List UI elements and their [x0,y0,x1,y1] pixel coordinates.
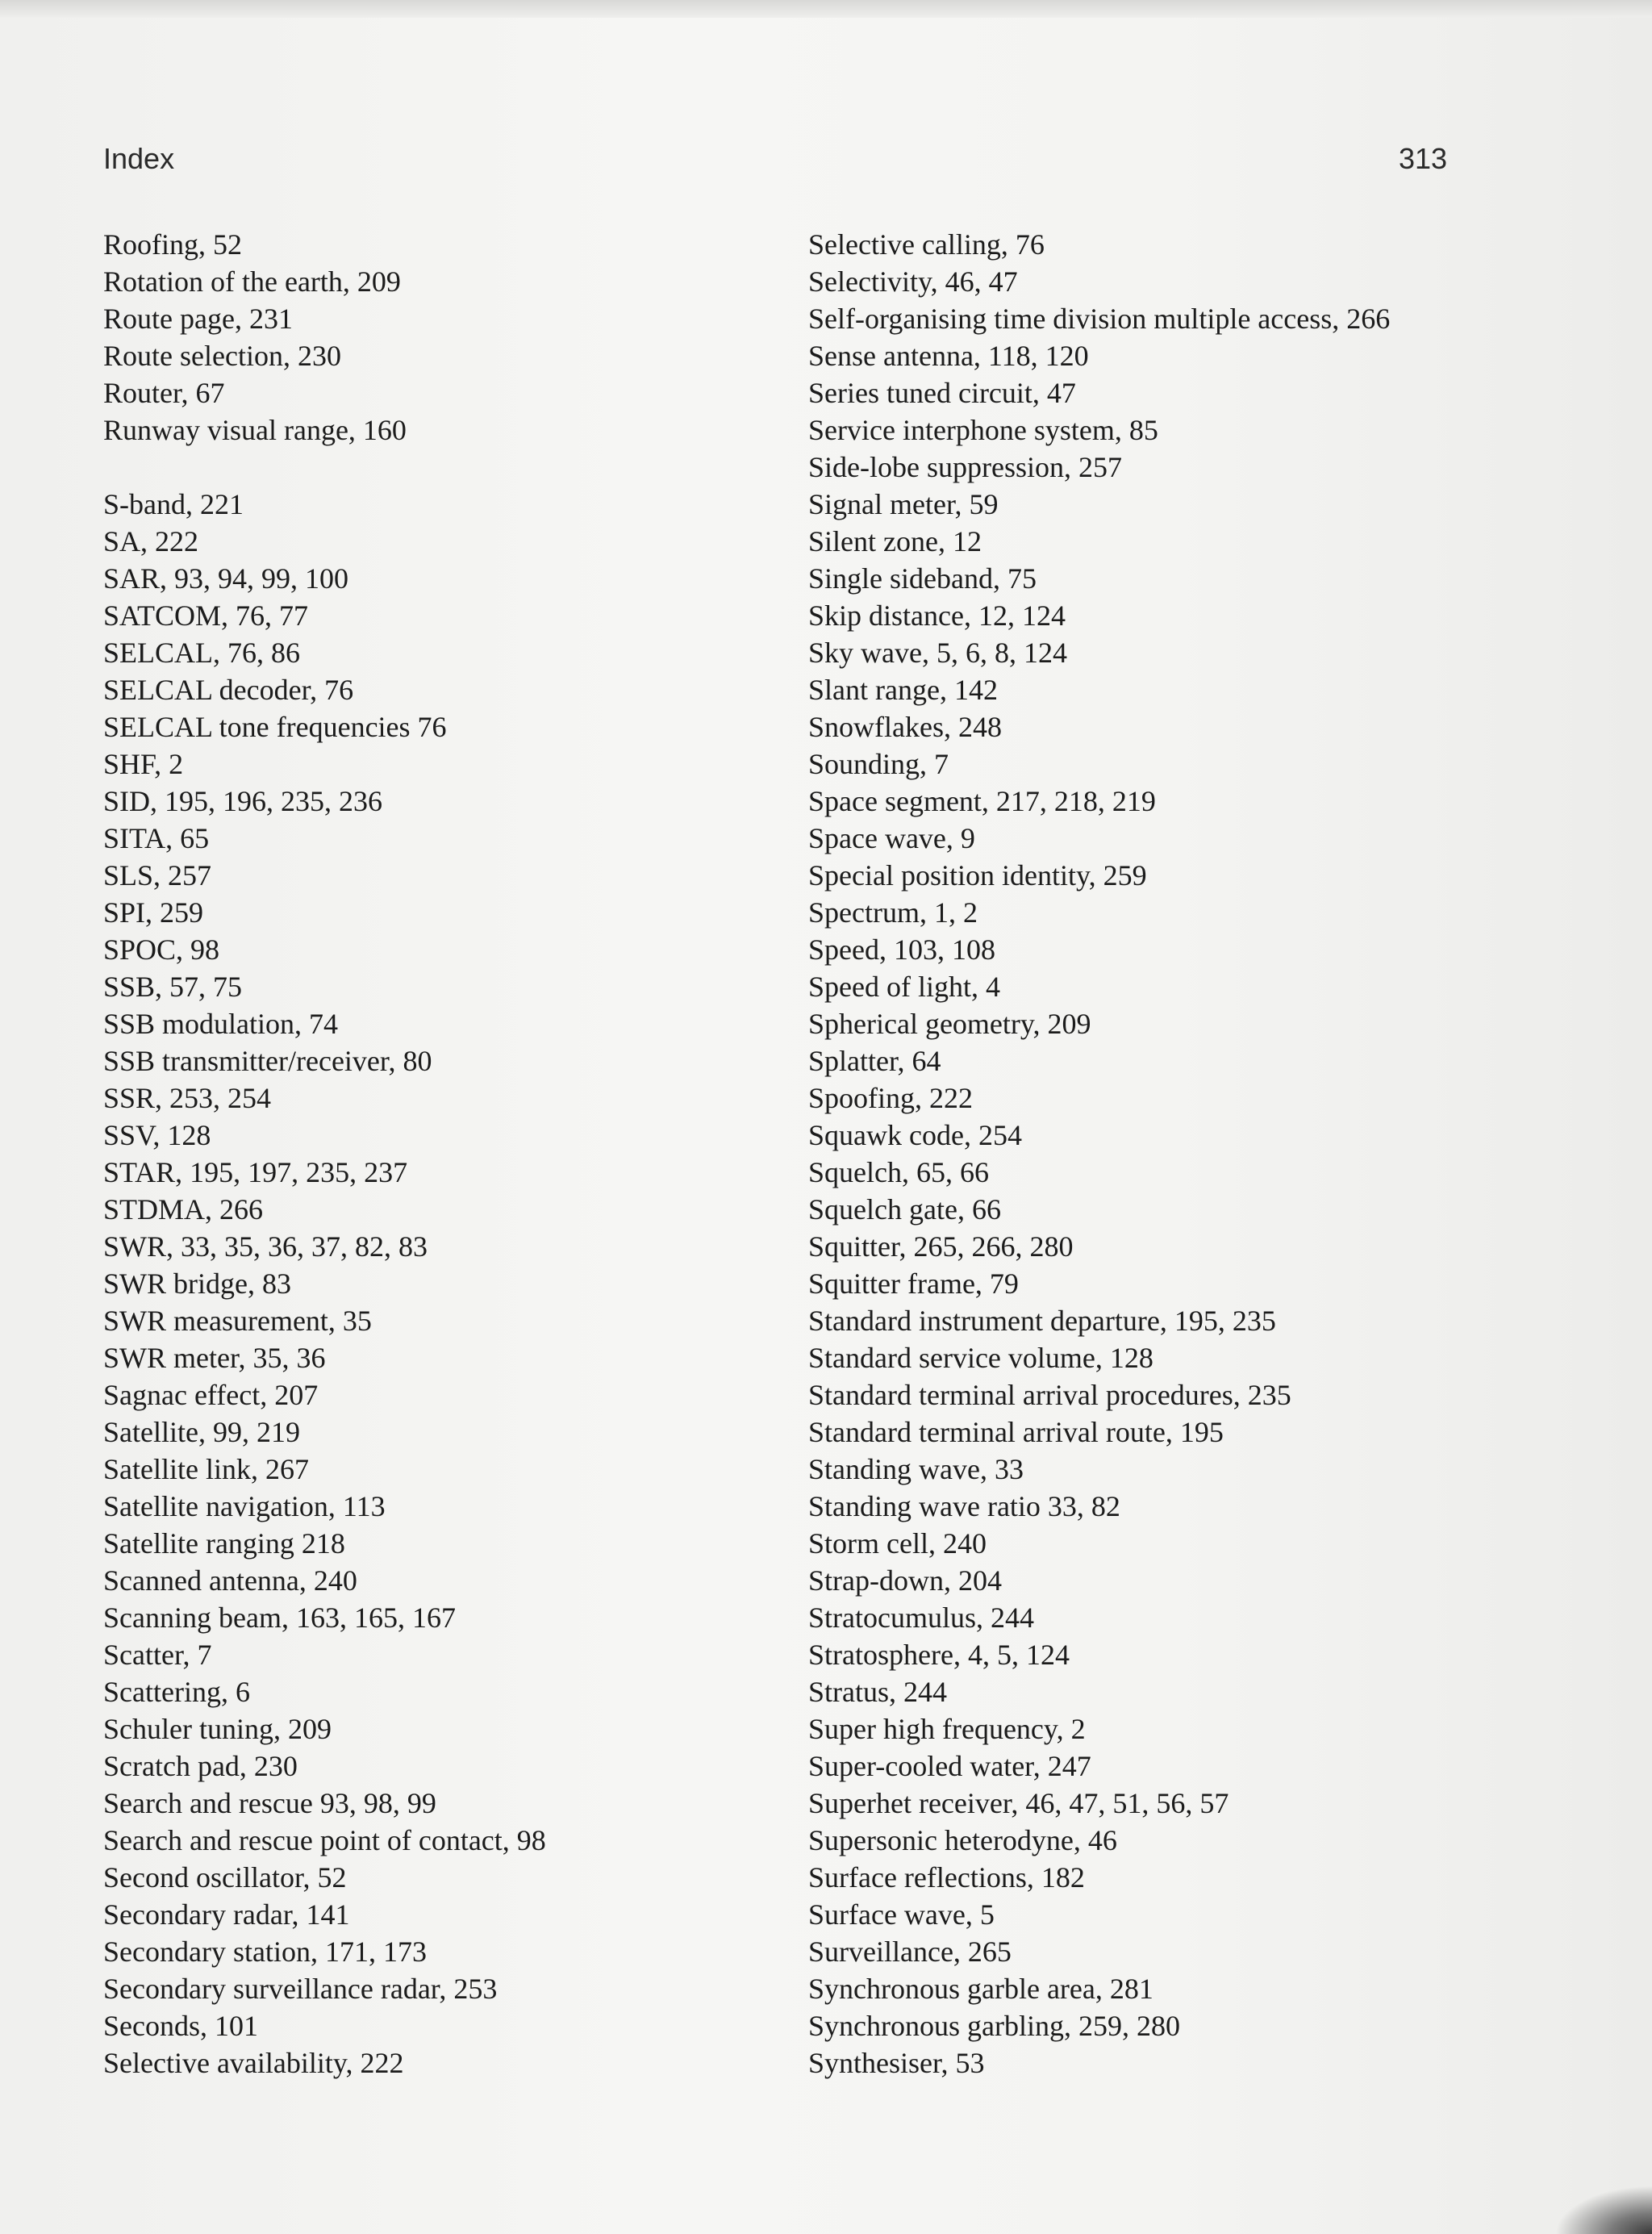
index-entry: Squitter, 265, 266, 280 [808,1230,1074,1263]
index-entry: Sense antenna, 118, 120 [808,340,1089,372]
index-entry: Silent zone, 12 [808,525,982,557]
index-entry: SELCAL tone frequencies 76 [103,711,447,743]
index-entry: Satellite, 99, 219 [103,1416,300,1448]
index-entry: Sounding, 7 [808,748,949,780]
index-entry: Synthesiser, 53 [808,2047,985,2079]
index-entry: SWR bridge, 83 [103,1267,291,1300]
index-entry: SID, 195, 196, 235, 236 [103,785,383,817]
index-entry: Synchronous garble area, 281 [808,1973,1153,2005]
index-entry: Rotation of the earth, 209 [103,265,401,298]
index-entry: Route selection, 230 [103,340,341,372]
index-entry: Seconds, 101 [103,2010,258,2042]
index-entry: Sky wave, 5, 6, 8, 124 [808,637,1067,669]
index-entry: Selectivity, 46, 47 [808,265,1018,298]
index-entry: Surface wave, 5 [808,1898,995,1931]
index-entry: Speed of light, 4 [808,971,1000,1003]
index-entry: Satellite navigation, 113 [103,1490,386,1522]
index-column-right [808,226,1615,2082]
index-entry: Roofing, 52 [103,228,243,261]
index-entry: Search and rescue point of contact, 98 [103,1824,546,1856]
index-entry: Satellite link, 267 [103,1453,309,1485]
index-entry: SSV, 128 [103,1119,211,1151]
index-entry: Secondary surveillance radar, 253 [103,1973,498,2005]
index-entry: SHF, 2 [103,748,184,780]
index-entry: Schuler tuning, 209 [103,1713,332,1745]
index-entry: Spherical geometry, 209 [808,1008,1091,1040]
index-entry: SATCOM, 76, 77 [103,599,309,632]
index-entry: Self-organising time division multiple access, 266 [808,303,1391,335]
index-entry: Standard terminal arrival procedures, 235 [808,1379,1291,1411]
index-entry: Side-lobe suppression, 257 [808,451,1122,483]
index-entry: Satellite ranging 218 [103,1527,345,1560]
index-entry: Super-cooled water, 247 [808,1750,1091,1782]
index-entry: Squitter frame, 79 [808,1267,1019,1300]
index-entry: Squelch, 65, 66 [808,1156,989,1188]
index-entry: STDMA, 266 [103,1193,264,1226]
index-entry: SELCAL decoder, 76 [103,674,354,706]
index-entry: SWR, 33, 35, 36, 37, 82, 83 [103,1230,428,1263]
index-entry: Super high frequency, 2 [808,1713,1086,1745]
index-entry: Stratosphere, 4, 5, 124 [808,1639,1070,1671]
index-entry: Scanned antenna, 240 [103,1564,357,1597]
index-entry: SPI, 259 [103,896,204,929]
index-entry: Surveillance, 265 [808,1935,1012,1968]
index-entry: Squawk code, 254 [808,1119,1022,1151]
index-entry: Sagnac effect, 207 [103,1379,319,1411]
index-entry: Runway visual range, 160 [103,414,407,446]
index-entry: Scattering, 6 [103,1676,250,1708]
index-entry: SWR measurement, 35 [103,1305,372,1337]
index-entry: SLS, 257 [103,859,212,892]
index-entry: Special position identity, 259 [808,859,1147,892]
index-entry: Synchronous garbling, 259, 280 [808,2010,1180,2042]
page-corner-shadow [1555,2186,1652,2234]
index-entry: SITA, 65 [103,822,210,854]
index-entry: Squelch gate, 66 [808,1193,1001,1226]
index-entry: Series tuned circuit, 47 [808,377,1076,409]
index-entry: Scatter, 7 [103,1639,212,1671]
index-entry: SA, 222 [103,525,199,557]
page-number: 313 [1399,142,1448,175]
index-entry: SAR, 93, 94, 99, 100 [103,562,349,595]
index-entry: Supersonic heterodyne, 46 [808,1824,1117,1856]
index-entry: Stratus, 244 [808,1676,948,1708]
index-entry: Storm cell, 240 [808,1527,987,1560]
index-entry: SSB modulation, 74 [103,1008,339,1040]
index-entry: Superhet receiver, 46, 47, 51, 56, 57 [808,1787,1229,1819]
page-top-edge [0,0,1652,18]
index-entry: Standing wave, 33 [808,1453,1024,1485]
index-entry: Speed, 103, 108 [808,933,995,966]
index-entry: Standard service volume, 128 [808,1342,1153,1374]
index-entry: Scratch pad, 230 [103,1750,298,1782]
index-entry: Surface reflections, 182 [808,1861,1085,1894]
index-entry: Selective availability, 222 [103,2047,404,2079]
index-entry: SWR meter, 35, 36 [103,1342,326,1374]
index-entry: SELCAL, 76, 86 [103,637,301,669]
index-entry: Router, 67 [103,377,225,409]
index-entry: Space segment, 217, 218, 219 [808,785,1156,817]
index-entry: STAR, 195, 197, 235, 237 [103,1156,408,1188]
running-header-title: Index [103,142,175,175]
index-entry: Single sideband, 75 [808,562,1037,595]
index-entry: Signal meter, 59 [808,488,999,520]
index-entry: Standard instrument departure, 195, 235 [808,1305,1276,1337]
index-entry: Strap-down, 204 [808,1564,1002,1597]
index-entry: Scanning beam, 163, 165, 167 [103,1601,456,1634]
index-entry: Slant range, 142 [808,674,998,706]
index-column-left [103,226,797,2082]
index-entry: Search and rescue 93, 98, 99 [103,1787,436,1819]
index-entry: Second oscillator, 52 [103,1861,347,1894]
index-entry: Standard terminal arrival route, 195 [808,1416,1224,1448]
index-entry: SSB, 57, 75 [103,971,243,1003]
index-entry: Route page, 231 [103,303,293,335]
index-entry: Snowflakes, 248 [808,711,1002,743]
index-entry: S-band, 221 [103,488,244,520]
index-entry: Spoofing, 222 [808,1082,974,1114]
index-entry: Space wave, 9 [808,822,975,854]
index-entry: Selective calling, 76 [808,228,1045,261]
index-entry: Secondary station, 171, 173 [103,1935,427,1968]
index-entry: SPOC, 98 [103,933,220,966]
index-entry: Standing wave ratio 33, 82 [808,1490,1120,1522]
index-entry: Spectrum, 1, 2 [808,896,978,929]
index-entry: Stratocumulus, 244 [808,1601,1034,1634]
index-entry: Skip distance, 12, 124 [808,599,1066,632]
section-gap [103,449,797,486]
index-entry: SSR, 253, 254 [103,1082,272,1114]
index-entry: Secondary radar, 141 [103,1898,350,1931]
index-entry: SSB transmitter/receiver, 80 [103,1045,432,1077]
index-entry: Splatter, 64 [808,1045,941,1077]
index-entry: Service interphone system, 85 [808,414,1158,446]
